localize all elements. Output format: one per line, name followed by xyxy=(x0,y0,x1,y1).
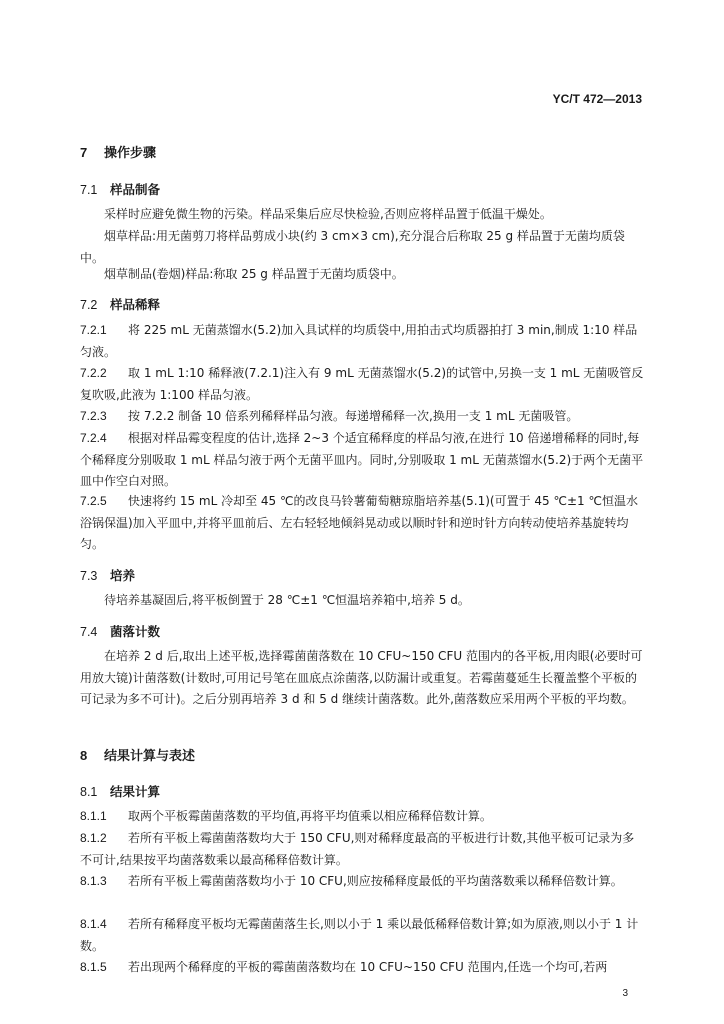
clause-8-1-2: 8.1.2 若所有平板上霉菌菌落数均大于 150 CFU,则对稀释度最高的平板进行计数,其他平板可记录为多不可计,结果按平均菌落数乘以最高稀释倍数计算。 xyxy=(80,831,635,867)
section-7-1-heading: 7.1 样品制备 xyxy=(80,182,161,197)
page-number: 3 xyxy=(622,988,628,999)
section-8-1-heading: 8.1 结果计算 xyxy=(80,784,161,799)
clause-8-1-4: 8.1.4 若所有稀释度平板均无霉菌菌落生长,则以小于 1 乘以最低稀释倍数计算;如为原液,则以小于 1 计数。 xyxy=(80,917,639,953)
clause-7-2-1: 7.2.1 将 225 mL 无菌蒸馏水(5.2)加入具试样的均质袋中,用拍击式均质器拍打 3 min,制成 1:10 样品匀液。 xyxy=(80,323,638,359)
paragraph: 在培养 2 d 后,取出上述平板,选择霉菌菌落数在 10 CFU~150 CFU 范围内的各平板,用肉眼(必要时可用放大镜)计菌落数(计数时,可用记号笔在皿底点涂菌落,以防漏计或重复。若霉菌蔓延生长覆盖整个平板的可记录为多不可计)。之后分别再培养 3 d 和 5 d 继续计菌落数。此外,菌落数应采用两个平板的平均数。 xyxy=(80,649,643,706)
section-7-heading: 7 操作步骤 xyxy=(80,145,157,161)
paragraph: 待培养基凝固后,将平板倒置于 28 ℃±1 ℃恒温培养箱中,培养 5 d。 xyxy=(104,593,470,607)
section-7-2-heading: 7.2 样品稀释 xyxy=(80,297,161,312)
paragraph: 烟草样品:用无菌剪刀将样品剪成小块(约 3 cm×3 cm),充分混合后称取 25 g 样品置于无菌均质袋中。 xyxy=(80,229,625,265)
section-8-heading: 8 结果计算与表述 xyxy=(80,748,196,764)
section-7-3-heading: 7.3 培养 xyxy=(80,568,136,583)
clause-8-1-5: 8.1.5 若出现两个稀释度的平板的霉菌菌落数均在 10 CFU~150 CFU 范围内,任选一个均可,若两 xyxy=(80,960,608,974)
clause-7-2-4: 7.2.4 根据对样品霉变程度的估计,选择 2~3 个适宜稀释度的样品匀液,在进行 10 倍递增稀释的同时,每个稀释度分别吸取 1 mL 样品匀液于两个无菌平皿内。同时,分别吸取 1 mL 无菌蒸馏水(5.2)于两个无菌平皿中作空白对照。 xyxy=(80,431,644,488)
clause-7-2-2: 7.2.2 取 1 mL 1:10 稀释液(7.2.1)注入有 9 mL 无菌蒸馏水(5.2)的试管中,另换一支 1 mL 无菌吸管反复吹吸,此液为 1:100 样品匀液。 xyxy=(80,366,644,402)
clause-8-1-1: 8.1.1 取两个平板霉菌菌落数的平均值,再将平均值乘以相应稀释倍数计算。 xyxy=(80,809,492,823)
section-7-4-heading: 7.4 菌落计数 xyxy=(80,624,161,639)
clause-7-2-3: 7.2.3 按 7.2.2 制备 10 倍系列稀释样品匀液。每递增稀释一次,换用一支 1 mL 无菌吸管。 xyxy=(80,409,579,423)
clause-7-2-5: 7.2.5 快速将约 15 mL 冷却至 45 ℃的改良马铃薯葡萄糖琼脂培养基(5.1)(可置于 45 ℃±1 ℃恒温水浴锅保温)加入平皿中,并将平皿前后、左右轻轻地倾斜晃动或以顺时针和逆时针方向转动使培养基旋转均匀。 xyxy=(80,494,638,551)
paragraph: 采样时应避免微生物的污染。样品采集后应尽快检验,否则应将样品置于低温干燥处。 xyxy=(104,207,552,221)
standard-code: YC/T 472—2013 xyxy=(552,92,642,106)
paragraph: 烟草制品(卷烟)样品:称取 25 g 样品置于无菌均质袋中。 xyxy=(104,267,404,281)
clause-8-1-3: 8.1.3 若所有平板上霉菌菌落数均小于 10 CFU,则应按稀释度最低的平均菌落数乘以稀释倍数计算。 xyxy=(80,874,623,888)
